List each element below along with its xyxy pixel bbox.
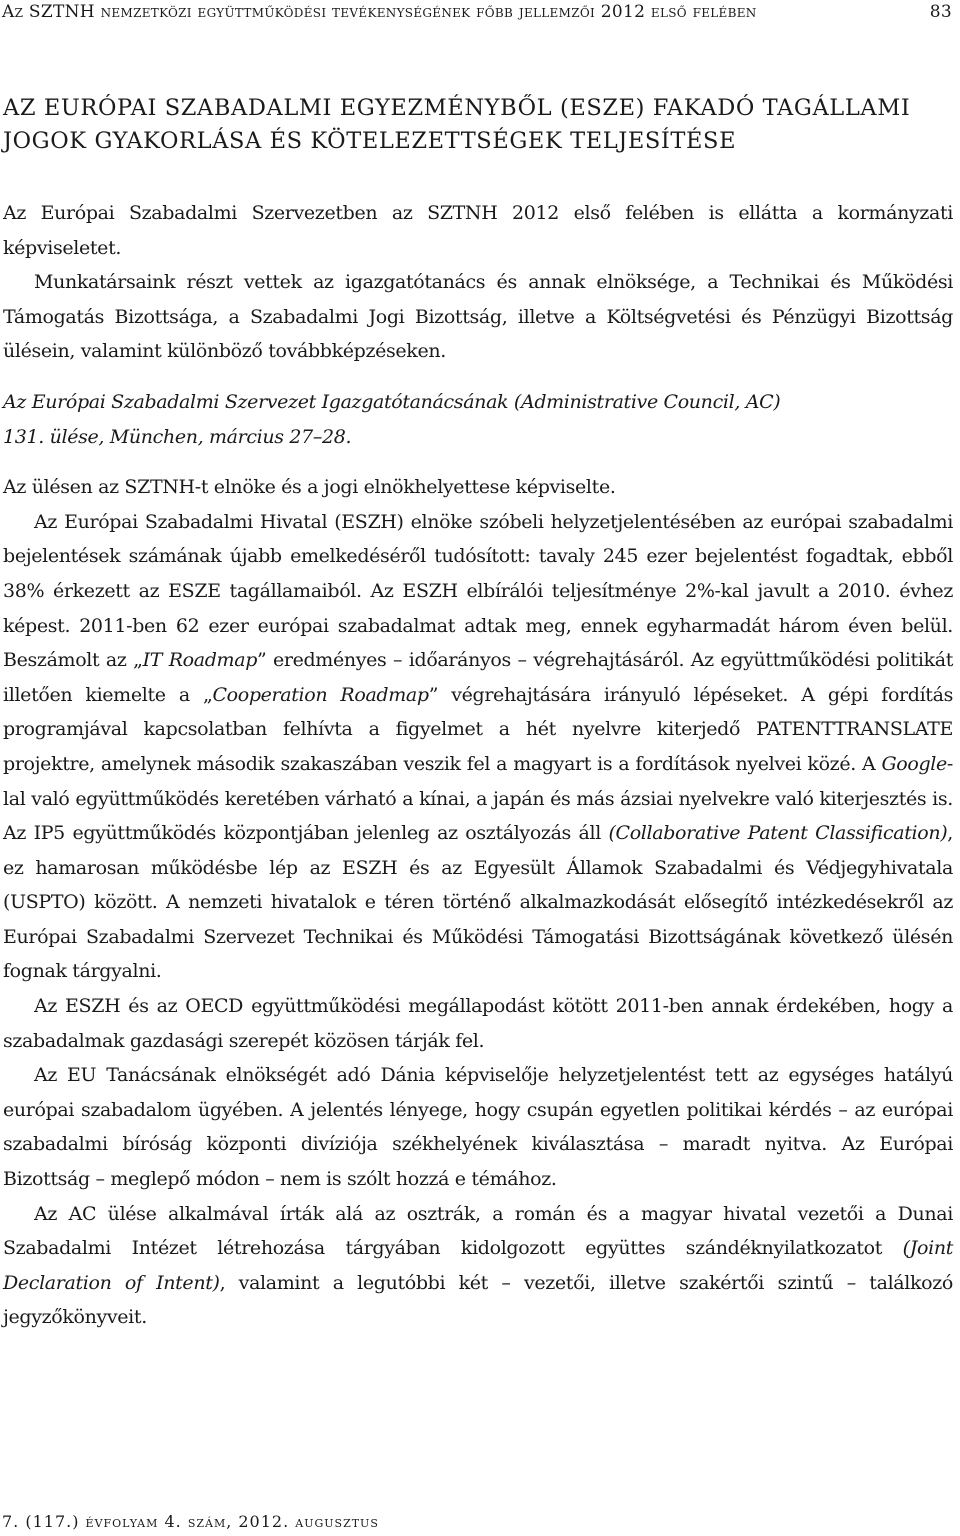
section-title-line-1: AZ EURÓPAI SZABADALMI EGYEZMÉNYBŐL (ESZE) FAKADÓ TAGÁLLAMI [3, 95, 911, 121]
text-run: ” végrehajtására irányuló lépéseket. A gépi fordítás programjával kapcsolatban felhívta a figyelmet a hét nyelvre kiterjedő PATENTTRANSLATE projektre, amelynek második szakaszában veszik fel a magyart is a fordítások nyelvei közé. A [3, 683, 953, 775]
text-run: Az Európai Szabadalmi Hivatal (ESZH) elnöke szóbeli helyzetjelentésében az európai szabadalmi bejelentések számának újabb emelkedéséről tudósított: tavaly 245 ezer bejelentést fogadtak, ebből 38% érkezett az ESZE tagállamaiból. Az ESZH elbírálói teljesítménye 2%-kal javult a 2010. évhez képest. 2011-ben 62 ezer európai szabadalmat adtak meg, ennek egyharmadát három éven belül. Beszámolt az „ [3, 510, 953, 672]
subheading-line-2: 131. ülése, München, március 27–28. [3, 425, 352, 448]
subheading-line-1: Az Európai Szabadalmi Szervezet Igazgatótanácsának (Administrative Council, AC) [3, 390, 781, 413]
running-header [2, 2, 952, 22]
text-run: -lal való együttműködés keretében várható a kínai, a japán és más ázsiai nyelvekre való kiterjesztés is. Az IP5 együttműködés központjában jelenleg az osztályozás áll [3, 752, 953, 845]
session-paragraph-3: Az ESZH és az OECD együttműködési megállapodást kötött 2011-ben annak érdekében, hogy a szabadalmak gazdasági szerepét közösen tárják fel. [3, 995, 953, 1052]
section-title-line-2: JOGOK GYAKORLÁSA ÉS KÖTELEZETTSÉGEK TELJESÍTÉSE [3, 128, 737, 154]
session-paragraph-4: Az EU Tanácsának elnökségét adó Dánia képviselője helyzetjelentést tett az egységes hatályú európai szabadalom ügyében. A jelentés lényege, hogy csupán egyetlen politikai kérdés – az európai szabadalmi bíróság központi divíziója székhelyének kiválasztása – maradt nyitva. Az Európai Bizottság – meglepő módon – nem is szólt hozzá e témához. [3, 1064, 953, 1191]
page-number: 83 [929, 2, 952, 22]
it-roadmap-term: IT Roadmap [142, 649, 258, 672]
session-paragraph-2 [3, 505, 953, 989]
subheading [3, 385, 953, 454]
text-run: ” eredményes – időarányos – végrehajtásáról. Az együttműködési politikát illetően kiemelte a „ [3, 649, 953, 706]
text-run: , valamint a legutóbbi két – vezetői, illetve szakértői szintű – találkozó jegyzőkönyveit. [3, 1271, 953, 1329]
joint-declaration-term: (Joint Declaration of Intent) [3, 1237, 953, 1294]
section-title [3, 92, 943, 158]
running-title: Az SZTNH nemzetközi együttműködési tevékenységének főbb jellemzői 2012 első felében [2, 2, 757, 22]
text-run: , ez hamarosan működésbe lép az ESZH és az Egyesült Államok Szabadalmi és Védjegyhivatala (USPTO) között. A nemzeti hivatalok e téren történő alkalmazkodását elősegítő intézkedésekről az Európai Szabadalmi Szervezet Technikai és Működési Támogatási Bizottságának következő ülésén fognak tárgyalni. [3, 822, 953, 983]
session-paragraph-1: Az ülésen az SZTNH-t elnöke és a jogi elnökhelyettese képviselte. [3, 476, 616, 499]
text-run: Az AC ülése alkalmával írták alá az osztrák, a román és a magyar hivatal vezetői a Dunai Szabadalmi Intézet létrehozása tárgyában kidolgozott együttes szándéknyilatkozatot [3, 1202, 953, 1260]
cooperation-roadmap-term: Cooperation Roadmap [212, 683, 429, 706]
intro-paragraph-1: Az Európai Szabadalmi Szervezetben az SZTNH 2012 első felében is ellátta a kormányzati képviseletet. [3, 202, 953, 259]
body-text [3, 196, 953, 1335]
intro-paragraph-2: Munkatársaink részt vettek az igazgatótanács és annak elnöksége, a Technikai és Működési Támogatás Bizottsága, a Szabadalmi Jogi Bizottság, illetve a Költségvetési és Pénzügyi Bizottság ülésein, valamint különböző továbbképzéseken. [3, 271, 953, 363]
session-paragraph-5 [3, 1197, 953, 1335]
cpc-term: (Collaborative Patent Classification) [608, 822, 948, 845]
google-term: Google [881, 752, 947, 775]
issue-footer: 7. (117.) évfolyam 4. szám, 2012. augusztus [2, 1512, 379, 1531]
